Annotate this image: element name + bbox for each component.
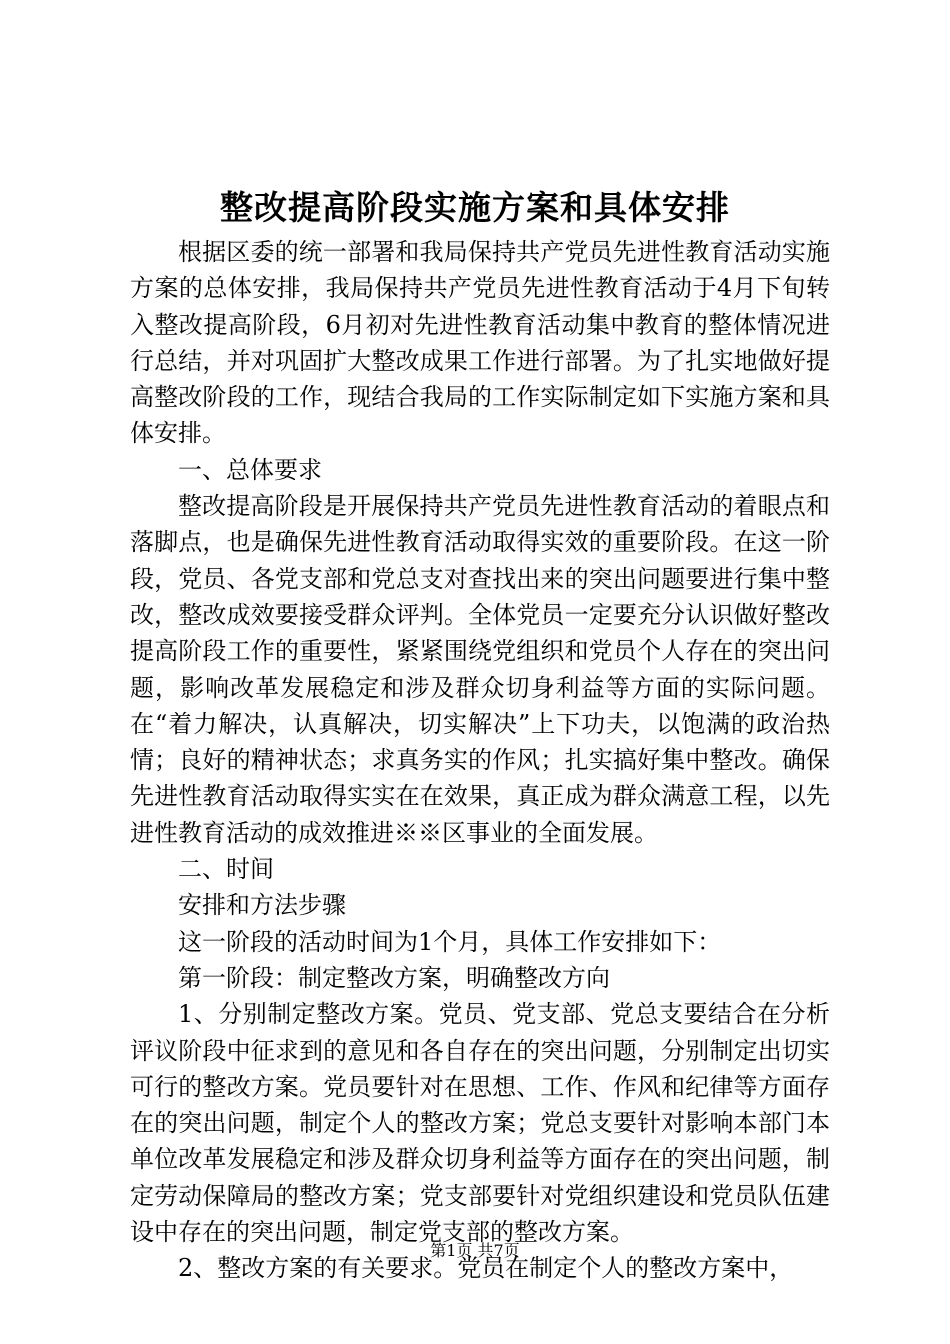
section-heading-time: 二、时间 xyxy=(178,855,274,884)
paragraph-item-1: 1、分别制定整改方案。党员、党支部、党总支要结合在分析评议阶段中征求到的意见和各自存在的突出问题，分别制定出切实可行的整改方案。党员要针对在思想、工作、作风和纪律等方面存在的突出问题，制定个人的整改方案；党总支要针对影响本部门本单位改革发展稳定和涉及群众切身利益等方面存在的突出问题，制定劳动保障局的整改方案；党支部要针对党组织建设和党员队伍建设中存在的突出问题，制定党支部的整改方案。 xyxy=(130,1000,830,1247)
paragraph-item-2: 2、整改方案的有关要求。党员在制定个人的整改方案中， xyxy=(178,1254,794,1283)
section-subheading-steps: 安排和方法步骤 xyxy=(178,891,346,920)
stage-heading-first: 第一阶段：制定整改方案，明确整改方向 xyxy=(178,963,610,992)
paragraph-intro: 根据区委的统一部署和我局保持共产党员先进性教育活动实施方案的总体安排，我局保持共产党员先进性教育活动于4月下旬转入整改提高阶段，6月初对先进性教育活动集中教育的整体情况进行总结，并对巩固扩大整改成果工作进行部署。为了扎实地做好提高整改阶段的工作，现结合我局的工作实际制定如下实施方案和具体安排。 xyxy=(130,238,830,448)
paragraph-duration: 这一阶段的活动时间为1个月，具体工作安排如下： xyxy=(178,927,722,956)
page-number-footer: 第1页 共7页 xyxy=(430,1241,520,1260)
document-title: 整改提高阶段实施方案和具体安排 xyxy=(220,188,730,227)
document-body xyxy=(130,234,830,1287)
paragraph-general-requirements: 整改提高阶段是开展保持共产党员先进性教育活动的着眼点和落脚点，也是确保先进性教育活动取得实效的重要阶段。在这一阶段，党员、各党支部和党总支对查找出来的突出问题要进行集中整改，整改成效要接受群众评判。全体党员一定要充分认识做好整改提高阶段工作的重要性，紧紧围绕党组织和党员个人存在的突出问题，影响改革发展稳定和涉及群众切身利益等方面的实际问题。在“着力解决，认真解决，切实解决”上下功夫，以饱满的政治热情；良好的精神状态；求真务实的作风；扎实搞好集中整改。确保先进性教育活动取得实实在在效果，真正成为群众满意工程，以先进性教育活动的成效推进※※区事业的全面发展。 xyxy=(130,492,830,847)
section-heading-general-requirements: 一、总体要求 xyxy=(178,455,322,484)
